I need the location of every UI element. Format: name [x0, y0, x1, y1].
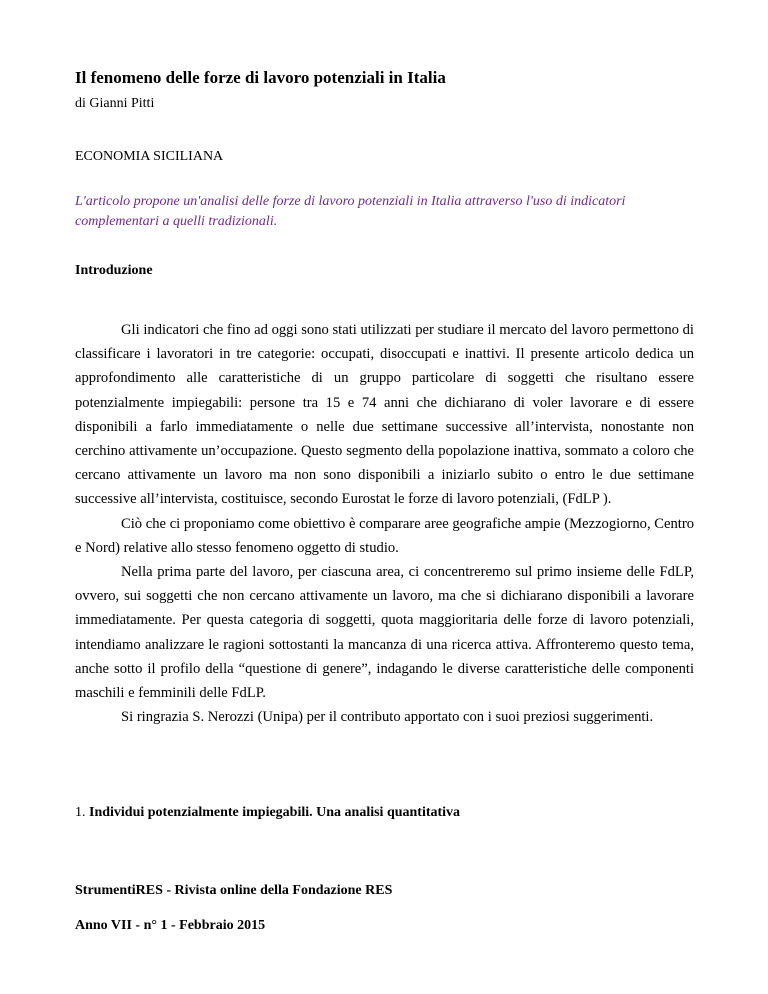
section-1-title: Individui potenzialmente impiegabili. Una analisi quantitativa: [89, 805, 461, 820]
article-author: di Gianni Pitti: [75, 96, 155, 111]
section-1-number: 1.: [75, 805, 86, 820]
article-title: Il fenomeno delle forze di lavoro potenziali in Italia: [75, 68, 446, 87]
intro-paragraph: Gli indicatori che fino ad oggi sono stati utilizzati per studiare il mercato del lavoro permettono di classificare i lavoratori in tre categorie: occupati, disoccupati e inattivi. Il presente articolo dedica un approfondimento alle caratteristiche di un gruppo particolare di soggetti che risultano essere potenzialmente impiegabili: persone tra 15 e 74 anni che dichiarano di voler lavorare e di essere disponibili a farlo immediatamente o nelle due settimane successive all’intervista, nonostante non cerchino attivamente un’occupazione. Questo segmento della popolazione inattiva, sommato a coloro che cercano attivamente un lavoro ma non sono disponibili a iniziarlo subito o entro le due settimane successive all’intervista, costituisce, secondo Eurostat le forze di lavoro potenziali, (FdLP ).: [75, 322, 694, 508]
intro-paragraph: Si ringrazia S. Nerozzi (Unipa) per il contributo apportato con i suoi preziosi suggerimenti.: [121, 709, 654, 726]
section-1-heading: [75, 805, 460, 821]
footer-issue: Anno VII - n° 1 - Febbraio 2015: [75, 918, 266, 933]
footer-journal: StrumentiRES - Rivista online della Fondazione RES: [75, 883, 393, 898]
intro-paragraph: Ciò che ci proponiamo come obiettivo è comparare aree geografiche ampie (Mezzogiorno, Centro e Nord) relative allo stesso fenomeno oggetto di studio.: [75, 515, 694, 556]
intro-heading: Introduzione: [75, 263, 153, 278]
article-abstract: L'articolo propone un'analisi delle forze di lavoro potenziali in Italia attraverso l'uso di indicatori complementari a quelli tradizionali.: [75, 194, 626, 229]
intro-paragraph: Nella prima parte del lavoro, per ciascuna area, ci concentreremo sul primo insieme delle FdLP, ovvero, sui soggetti che non cercano attivamente un lavoro, ma che si dichiarano disponibili a lavorare immediatamente. Per questa categoria di soggetti, quota maggioritaria delle forze di lavoro potenziali, intendiamo analizzare le ragioni sottostanti la mancanza di una ricerca attiva. Affronteremo questo tema, anche sotto il profilo della “questione di genere”, indagando le diverse caratteristiche delle componenti maschili e femminili delle FdLP.: [75, 564, 694, 702]
section-label: ECONOMIA SICILIANA: [75, 149, 224, 164]
intro-body: [75, 318, 694, 729]
